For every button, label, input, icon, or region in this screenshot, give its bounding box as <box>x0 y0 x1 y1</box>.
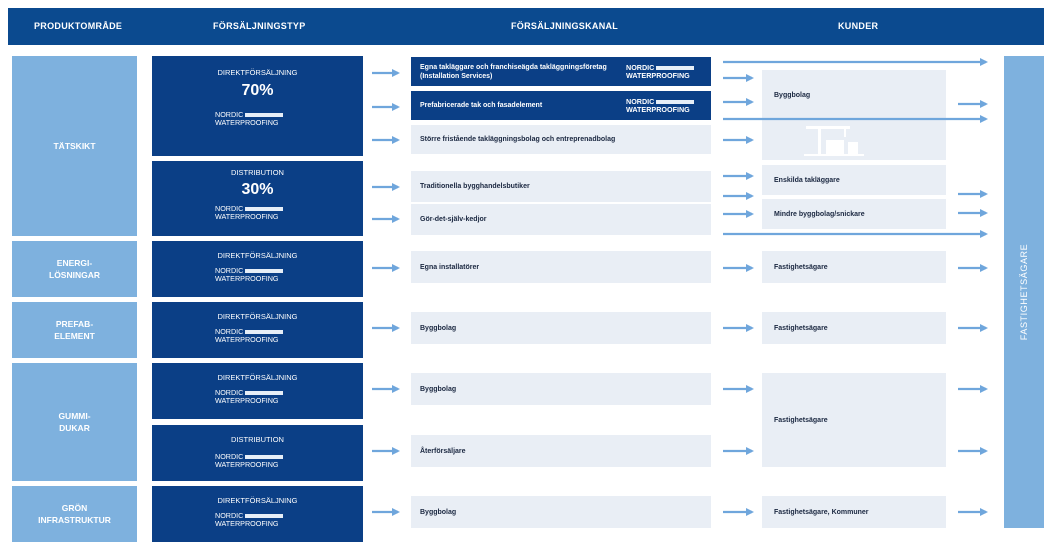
header-kunder: KUNDER <box>838 21 879 31</box>
type-label: DISTRIBUTION <box>231 435 284 444</box>
type-label: DIREKTFÖRSÄLJNING <box>217 251 298 260</box>
channel-byggbolag-gron: Byggbolag <box>411 496 711 528</box>
header-forsaljningstyp: FÖRSÄLJNINGSTYP <box>213 21 306 31</box>
channel-storre-fristaende: Större fristående takläggningsbolag och entreprenadbolag <box>411 125 711 154</box>
channel-egna-installatorer: Egna installatörer <box>411 251 711 283</box>
channel-prefabricerade-tak: Prefabricerade tak och fasadelement NORDIC WATERPROOFING <box>411 91 711 120</box>
channel-aterforsaljare: Återförsäljare <box>411 435 711 467</box>
channel-byggbolag-prefab: Byggbolag <box>411 312 711 344</box>
customer-fastighetsagare-gummidukar: Fastighetsägare <box>762 373 946 467</box>
channel-gor-det-sjalv: Gör-det-själv-kedjor <box>411 204 711 235</box>
nordic-waterproofing-logo: NORDIC WATERPROOFING <box>215 328 283 344</box>
customer-fastighetsagare-prefab: Fastighetsägare <box>762 312 946 344</box>
type-label: DIREKTFÖRSÄLJNING <box>217 312 298 321</box>
nordic-waterproofing-logo: NORDIC WATERPROOFING <box>215 389 283 405</box>
header-produktomrade: PRODUKTOMRÅDE <box>34 21 123 31</box>
type-label: DIREKTFÖRSÄLJNING <box>217 68 298 77</box>
type-label: DIREKTFÖRSÄLJNING <box>217 496 298 505</box>
nordic-waterproofing-logo: NORDIC WATERPROOFING <box>626 98 694 114</box>
nordic-waterproofing-logo: NORDIC WATERPROOFING <box>215 512 283 528</box>
area-gummidukar: GUMMI- DUKAR <box>12 363 137 481</box>
nordic-waterproofing-logo: NORDIC WATERPROOFING <box>215 267 283 283</box>
customer-fastighetsagare-energi: Fastighetsägare <box>762 251 946 283</box>
type-percentage: 70% <box>241 82 274 99</box>
type-label: DISTRIBUTION <box>231 168 284 177</box>
channel-byggbolag-gummidukar: Byggbolag <box>411 373 711 405</box>
area-gron-infrastruktur: GRÖN INFRASTRUKTUR <box>12 486 137 542</box>
type-label: DIREKTFÖRSÄLJNING <box>217 373 298 382</box>
customer-byggbolag: Byggbolag <box>762 70 946 160</box>
area-energilosningar: ENERGI- LÖSNINGAR <box>12 241 137 297</box>
channel-bygghandelsbutiker: Traditionella bygghandelsbutiker <box>411 171 711 202</box>
header-forsaljningskanal: FÖRSÄLJNINGSKANAL <box>511 21 619 31</box>
area-tatskikt: TÄTSKIKT <box>12 56 137 236</box>
nordic-waterproofing-logo: NORDIC WATERPROOFING <box>215 453 283 469</box>
type-percentage: 30% <box>241 181 274 198</box>
customer-enskilda-taklaggare: Enskilda takläggare <box>762 165 946 195</box>
nordic-waterproofing-logo: NORDIC WATERPROOFING <box>215 111 283 127</box>
nordic-waterproofing-logo: NORDIC WATERPROOFING <box>626 64 694 80</box>
area-prefabelement: PREFAB- ELEMENT <box>12 302 137 358</box>
fastighetsagare-label: FASTIGHETSÄGARE <box>1019 243 1029 341</box>
customer-fastighetsagare-kommuner: Fastighetsägare, Kommuner <box>762 496 946 528</box>
nordic-waterproofing-logo: NORDIC WATERPROOFING <box>215 205 283 221</box>
channel-egna-taklaggare: Egna takläggare och franchiseägda takläggningsföretag (Installation Services) NORDIC WATERPROOFING <box>411 57 711 86</box>
customer-mindre-byggbolag: Mindre byggbolag/snickare <box>762 199 946 229</box>
